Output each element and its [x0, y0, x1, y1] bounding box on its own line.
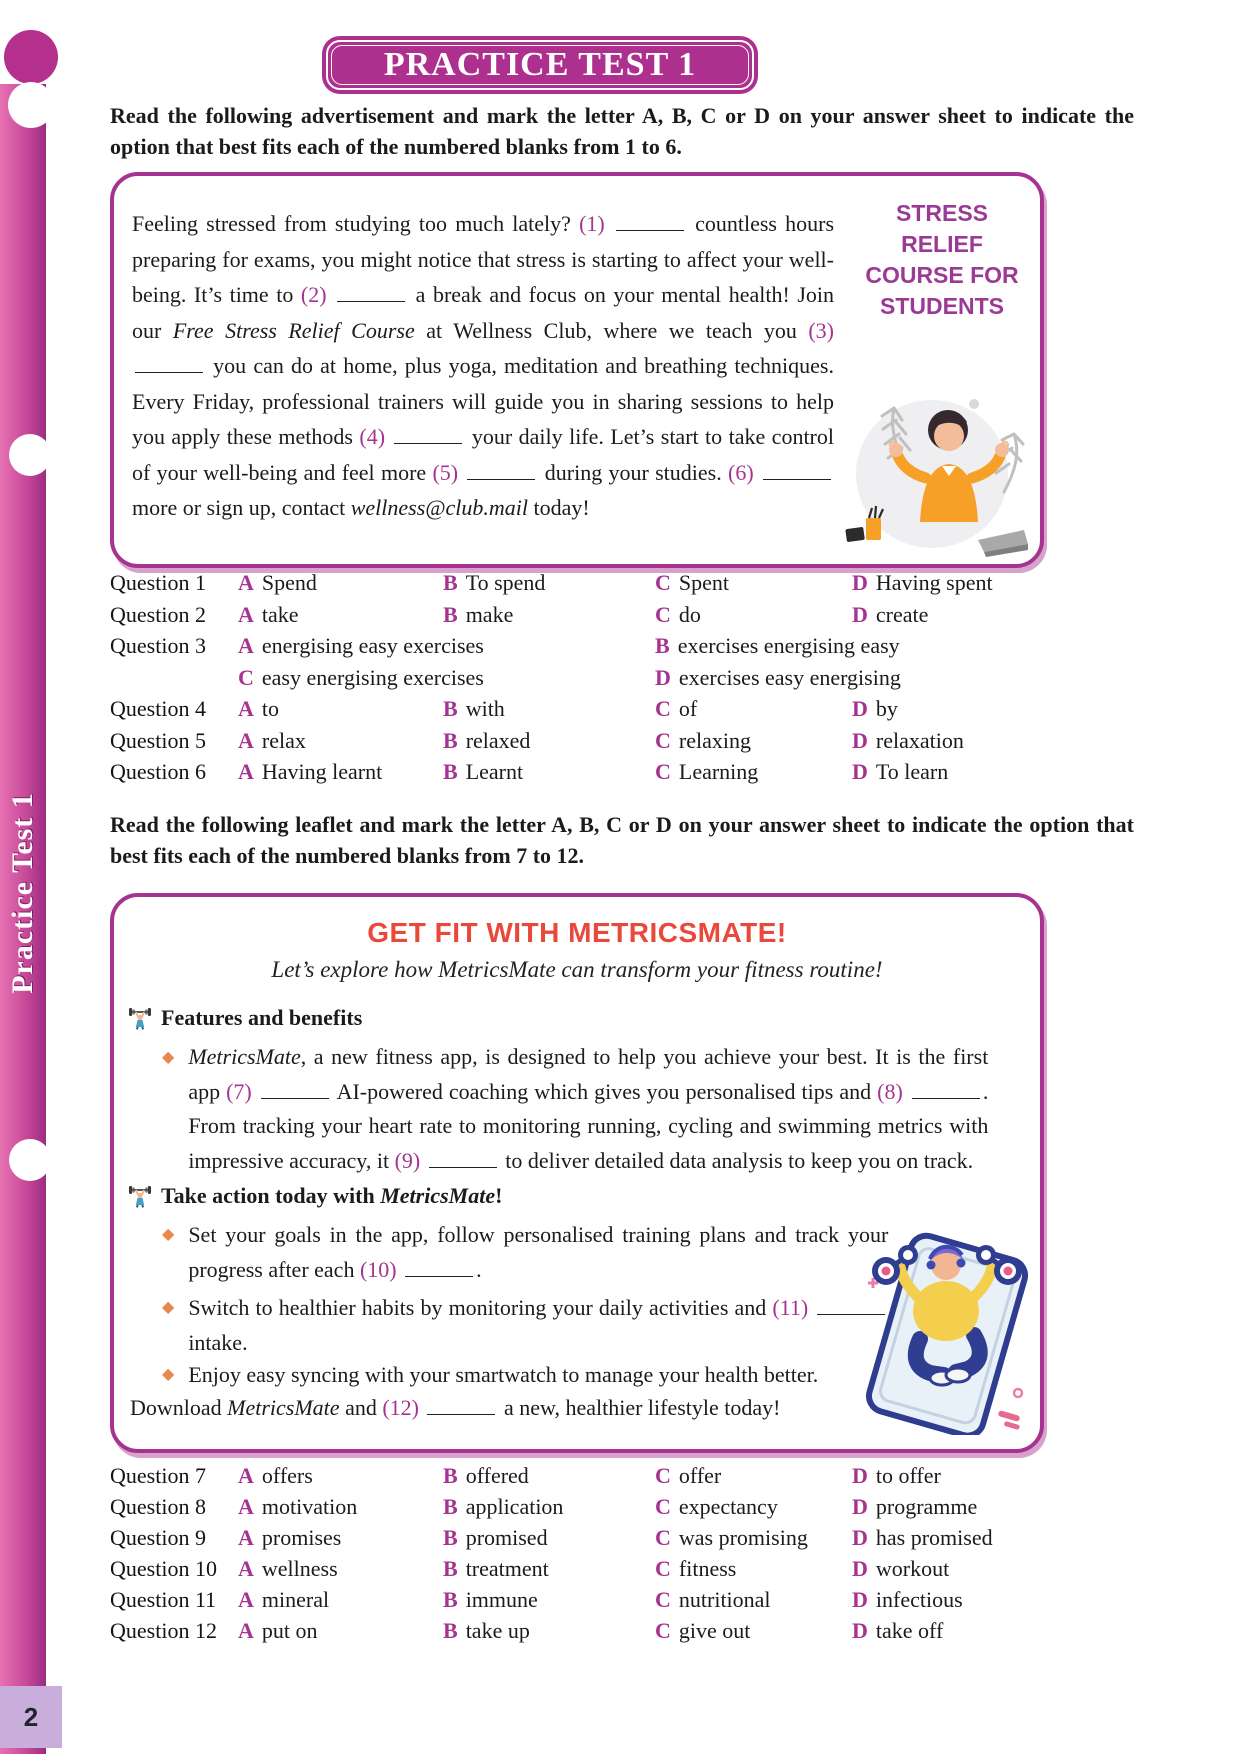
diamond-bullet-icon: ◆ [162, 1364, 175, 1383]
option-letter: B [443, 759, 458, 784]
question-row [110, 1556, 1140, 1587]
advertisement-box [110, 172, 1044, 568]
answer-option-d [852, 1463, 1140, 1489]
answer-option-b [443, 759, 655, 785]
option-letter: B [443, 1525, 458, 1550]
text-segment: (6) [728, 459, 761, 485]
option-letter: C [655, 1556, 671, 1581]
question-row [110, 1463, 1140, 1494]
leaflet-bullet [162, 1040, 988, 1178]
answer-blank [763, 464, 831, 480]
question-label: Question 2 [110, 601, 206, 627]
option-text: to offer [875, 1463, 941, 1488]
question-row [110, 728, 1140, 760]
question-label: Question 3 [110, 633, 206, 658]
option-text: infectious [875, 1587, 963, 1612]
option-letter: C [655, 727, 671, 753]
leaflet-title: GET FIT WITH METRICSMATE! [367, 917, 787, 948]
answer-option-c [238, 665, 655, 691]
option-text: wellness [261, 1556, 338, 1581]
option-letter: C [238, 664, 254, 690]
page-number-badge [0, 1686, 62, 1748]
answer-option-a [238, 1556, 443, 1582]
question-row [110, 759, 1140, 791]
advertisement-text [132, 206, 834, 526]
option-letter: C [655, 570, 671, 595]
option-letter: A [238, 633, 254, 658]
option-text: motivation [261, 1494, 358, 1519]
advertisement-side-title: STRESS RELIEF COURSE FOR STUDENTS [865, 200, 1019, 319]
question-label: Question 5 [110, 727, 206, 753]
answer-option-d [852, 759, 1140, 785]
option-text: Spent [678, 570, 730, 595]
option-letter: B [443, 1556, 458, 1581]
text-segment: Free Stress Relief Course [172, 317, 415, 343]
question-label: Question 7 [110, 1463, 206, 1488]
option-text: give out [678, 1618, 751, 1643]
option-letter: A [238, 1556, 254, 1581]
answer-blank [427, 1399, 495, 1415]
option-letter: C [655, 696, 671, 721]
option-letter: D [852, 1587, 868, 1612]
text-segment: Take action today with [161, 1183, 381, 1208]
answer-option-d [852, 570, 1140, 596]
answer-option-a [238, 570, 443, 596]
option-text: Having spent [875, 570, 993, 595]
text-segment: MetricsMate [380, 1183, 496, 1208]
text-segment: Enjoy easy syncing with your smartwatch to manage your health better. [188, 1362, 819, 1387]
decorative-circle-magenta [4, 30, 58, 84]
option-text: by [875, 696, 898, 721]
practice-test-header [322, 36, 758, 94]
answer-option-d [852, 696, 1140, 722]
decorative-circle-white-mid [9, 434, 51, 476]
bullet-text [188, 1217, 888, 1287]
option-letter: B [443, 570, 458, 595]
answer-option-b [443, 728, 655, 754]
text-segment: (8) [877, 1078, 909, 1104]
option-text: application [465, 1494, 564, 1519]
question-row [110, 1494, 1140, 1525]
text-segment: (3) [808, 317, 835, 343]
answer-option-a [238, 696, 443, 722]
text-segment: more or sign up, contact [132, 495, 351, 520]
text-segment: (2) [300, 282, 335, 307]
option-text: offered [465, 1463, 529, 1488]
text-segment: MetricsMate [188, 1044, 301, 1069]
text-segment: you can do at home, plus yoga, meditation and breathing techniques. Every Friday, professional trainers will guide you in sharing sessions to help you apply these methods [132, 353, 834, 449]
text-segment: (12) [382, 1395, 425, 1420]
answer-option-d [852, 1494, 1140, 1520]
answer-option-c [655, 696, 852, 722]
question-row [110, 1587, 1140, 1618]
option-letter: C [655, 1618, 671, 1643]
option-text: fitness [678, 1556, 737, 1581]
option-letter: D [852, 759, 868, 784]
answer-option-c [655, 570, 852, 596]
question-label: Question 1 [110, 570, 206, 595]
diamond-bullet-icon: ◆ [162, 1297, 175, 1316]
questions-1-6 [110, 570, 1140, 791]
option-letter: A [238, 601, 254, 627]
answer-option-b [443, 570, 655, 596]
answer-option-a [238, 602, 443, 628]
text-segment: Feeling stressed from studying too much lately? [132, 211, 580, 236]
text-segment: a break and focus on your mental health! Join our [132, 282, 834, 343]
question-label: Question 9 [110, 1525, 206, 1550]
option-letter: B [443, 1587, 458, 1612]
option-letter: C [655, 1587, 671, 1612]
answer-option-b [443, 602, 655, 628]
leaflet-box [110, 893, 1044, 1453]
answer-blank [261, 1083, 329, 1099]
option-letter: D [852, 1556, 868, 1581]
answer-blank [429, 1152, 497, 1168]
answer-option-d [852, 728, 1140, 754]
text-segment: (1) [579, 211, 613, 236]
answer-blank [467, 464, 535, 480]
text-segment: (10) [359, 1257, 403, 1282]
option-text: workout [875, 1556, 950, 1581]
text-segment: Switch to healthier habits by monitoring your daily activities and [188, 1295, 773, 1320]
answer-option-c [655, 1556, 852, 1582]
option-text: offers [261, 1463, 313, 1488]
option-text: promises [261, 1525, 342, 1550]
answer-option-d [852, 1556, 1140, 1582]
option-text: create [875, 601, 929, 627]
option-text: treatment [465, 1556, 549, 1581]
diamond-bullet-icon: ◆ [162, 1047, 175, 1066]
fitness-illustration [858, 1163, 1036, 1435]
answer-option-a [238, 1587, 443, 1613]
text-segment: . From tracking your heart rate to monitoring running, cycling and swimming metrics with impressive accuracy, it [188, 1078, 989, 1173]
answer-option-d [852, 1618, 1140, 1644]
text-segment: to deliver detailed data analysis to keep you on track. [499, 1147, 974, 1173]
text-segment: (9) [394, 1147, 426, 1173]
option-text: has promised [875, 1525, 993, 1550]
answer-option-a [238, 728, 443, 754]
answer-option-b [443, 1525, 655, 1551]
option-letter: D [852, 1463, 868, 1488]
option-text: relaxing [678, 727, 751, 753]
option-text: take up [465, 1618, 530, 1643]
weightlifter-icon [128, 1006, 152, 1030]
option-text: To spend [465, 570, 546, 595]
answer-option-a [238, 1463, 443, 1489]
answer-option-a [238, 1618, 443, 1644]
answer-option-b [443, 1618, 655, 1644]
answer-option-d [852, 1525, 1140, 1551]
question-label: Question 11 [110, 1587, 217, 1612]
option-letter: D [852, 727, 868, 753]
option-text: offer [678, 1463, 722, 1488]
option-text: exercises easy energising [678, 664, 901, 690]
option-text: relax [261, 727, 306, 753]
answer-option-a [238, 759, 443, 785]
diamond-bullet-icon: ◆ [162, 1224, 175, 1243]
question-row [110, 665, 1140, 697]
option-text: expectancy [678, 1494, 778, 1519]
answer-blank [912, 1083, 980, 1099]
option-text: Learning [678, 759, 759, 784]
question-row [110, 570, 1140, 602]
text-segment: a new, healthier lifestyle today! [498, 1395, 781, 1420]
answer-option-c [655, 1618, 852, 1644]
sidebar-label: Practice Test 1 [6, 792, 39, 994]
answer-blank [616, 215, 684, 231]
text-segment: at Wellness Club, where we teach you [414, 317, 809, 343]
answer-option-a [238, 1494, 443, 1520]
option-text: programme [875, 1494, 978, 1519]
question-label: Question 10 [110, 1556, 217, 1581]
question-row [110, 1618, 1140, 1649]
option-letter: A [238, 1618, 254, 1643]
text-segment: intake. [188, 1330, 248, 1355]
option-letter: C [655, 1494, 671, 1519]
option-text: to [261, 696, 280, 721]
answer-option-a [238, 1525, 443, 1551]
answer-blank [337, 286, 405, 302]
option-letter: A [238, 1587, 254, 1612]
text-segment: today! [528, 495, 590, 520]
option-text: immune [465, 1587, 538, 1612]
text-segment: (4) [359, 424, 392, 449]
answer-option-c [655, 1587, 852, 1613]
option-letter: A [238, 759, 254, 784]
leaflet-heading-text [161, 1183, 502, 1209]
option-letter: B [443, 727, 458, 753]
bullet-text [188, 1290, 888, 1360]
question-label: Question 4 [110, 696, 206, 721]
question-row [110, 602, 1140, 634]
option-letter: A [238, 1463, 254, 1488]
answer-option-d [852, 602, 1140, 628]
option-letter: A [238, 1525, 254, 1550]
option-text: Having learnt [261, 759, 383, 784]
option-text: Spend [261, 570, 317, 595]
answer-option-b [443, 696, 655, 722]
option-letter: B [443, 601, 458, 627]
part2-instructions: Read the following leaflet and mark the letter A, B, C or D on your answer sheet to indicate the option that best fits each of the numbered blanks from 7 to 12. [110, 812, 1134, 868]
question-row [110, 633, 1140, 665]
text-segment: your daily life. Let’s start to take control of your well-being and feel more [132, 424, 834, 485]
decorative-circle-white-top [8, 82, 54, 128]
part1-instructions: Read the following advertisement and mark the letter A, B, C or D on your answer sheet to indicate the option that best fits each of the numbered blanks from 1 to 6. [110, 103, 1134, 159]
leaflet-bullet [162, 1290, 888, 1360]
option-letter: B [443, 1618, 458, 1643]
option-letter: B [443, 1494, 458, 1519]
text-segment: , a new fitness app, is designed to help you achieve your best. It is the first app [188, 1044, 989, 1104]
option-text: promised [465, 1525, 548, 1550]
option-text: easy energising exercises [261, 664, 484, 690]
page-title: PRACTICE TEST 1 [383, 46, 697, 83]
text-segment: (11) [772, 1295, 815, 1320]
meditation-illustration [836, 382, 1032, 560]
answer-option-a [238, 633, 655, 659]
option-letter: C [655, 601, 671, 627]
answer-option-b [443, 1587, 655, 1613]
answer-option-b [443, 1494, 655, 1520]
answer-option-b [443, 1556, 655, 1582]
option-text: was promising [678, 1525, 808, 1550]
leaflet-bullet [162, 1217, 888, 1287]
option-letter: C [655, 1463, 671, 1488]
option-letter: D [852, 1525, 868, 1550]
option-text: put on [261, 1618, 318, 1643]
text-segment: wellness@club.mail [350, 495, 529, 520]
page-number: 2 [23, 1701, 39, 1732]
option-text: make [465, 601, 514, 627]
bullet-text [188, 1357, 948, 1392]
answer-blank [405, 1261, 473, 1277]
option-text: take off [875, 1618, 944, 1643]
text-segment: Download [130, 1395, 228, 1420]
bullet-text [188, 1040, 988, 1178]
option-text: take [261, 601, 299, 627]
option-letter: D [655, 664, 671, 690]
option-letter: C [655, 1525, 671, 1550]
questions-7-12 [110, 1463, 1140, 1649]
leaflet-subtitle: Let’s explore how MetricsMate can transform your fitness routine! [271, 957, 883, 982]
option-letter: C [655, 759, 671, 784]
option-text: nutritional [678, 1587, 771, 1612]
option-letter: A [238, 696, 254, 721]
leaflet-download-line [130, 1395, 781, 1421]
text-segment: and [339, 1395, 383, 1420]
leaflet-heading-features [128, 1005, 362, 1031]
option-text: with [465, 696, 505, 721]
option-text: exercises energising easy [677, 633, 900, 658]
answer-option-b [655, 633, 1140, 659]
text-segment: MetricsMate [227, 1395, 340, 1420]
option-text: relaxation [875, 727, 964, 753]
text-segment: ! [495, 1183, 503, 1208]
option-letter: D [852, 696, 868, 721]
option-letter: A [238, 570, 254, 595]
option-text: relaxed [465, 727, 531, 753]
answer-option-d [852, 1587, 1140, 1613]
answer-blank [135, 357, 203, 373]
text-segment: (7) [226, 1078, 258, 1104]
question-row [110, 1525, 1140, 1556]
text-segment: AI-powered coaching which gives you personalised tips and [331, 1078, 878, 1104]
option-letter: D [852, 601, 868, 627]
text-segment: countless hours preparing for exams, you might notice that stress is starting to affect your well-being. It’s time to [132, 211, 835, 307]
answer-option-c [655, 602, 852, 628]
option-letter: D [852, 1618, 868, 1643]
answer-option-c [655, 1494, 852, 1520]
question-row [110, 696, 1140, 728]
text-segment: during your studies. [538, 459, 729, 485]
option-letter: D [852, 570, 868, 595]
option-letter: A [238, 727, 254, 753]
option-text: do [678, 601, 701, 627]
answer-option-c [655, 759, 852, 785]
option-letter: B [443, 1463, 458, 1488]
decorative-circle-white-low [9, 1139, 51, 1181]
question-label: Question 8 [110, 1494, 206, 1519]
text-segment: (5) [432, 459, 465, 485]
question-label: Question 6 [110, 759, 206, 784]
answer-blank [394, 428, 462, 444]
answer-option-c [655, 1463, 852, 1489]
answer-option-d [655, 665, 1140, 691]
option-text: of [678, 696, 698, 721]
option-text: To learn [875, 759, 949, 784]
weightlifter-icon [128, 1184, 152, 1208]
leaflet-heading-text [161, 1005, 362, 1031]
text-segment: Set your goals in the app, follow personalised training plans and track your progress after each [188, 1222, 889, 1282]
option-text: energising easy exercises [261, 633, 484, 658]
leaflet-bullet [162, 1357, 948, 1392]
text-segment: Features and benefits [161, 1005, 363, 1030]
answer-option-b [443, 1463, 655, 1489]
question-label: Question 12 [110, 1618, 217, 1643]
text-segment: . [476, 1257, 482, 1282]
option-text: Learnt [465, 759, 524, 784]
answer-option-c [655, 728, 852, 754]
leaflet-heading-action [128, 1183, 502, 1209]
option-letter: A [238, 1494, 254, 1519]
answer-option-c [655, 1525, 852, 1551]
option-letter: B [655, 633, 670, 658]
option-letter: B [443, 696, 458, 721]
option-letter: D [852, 1494, 868, 1519]
option-text: mineral [261, 1587, 330, 1612]
